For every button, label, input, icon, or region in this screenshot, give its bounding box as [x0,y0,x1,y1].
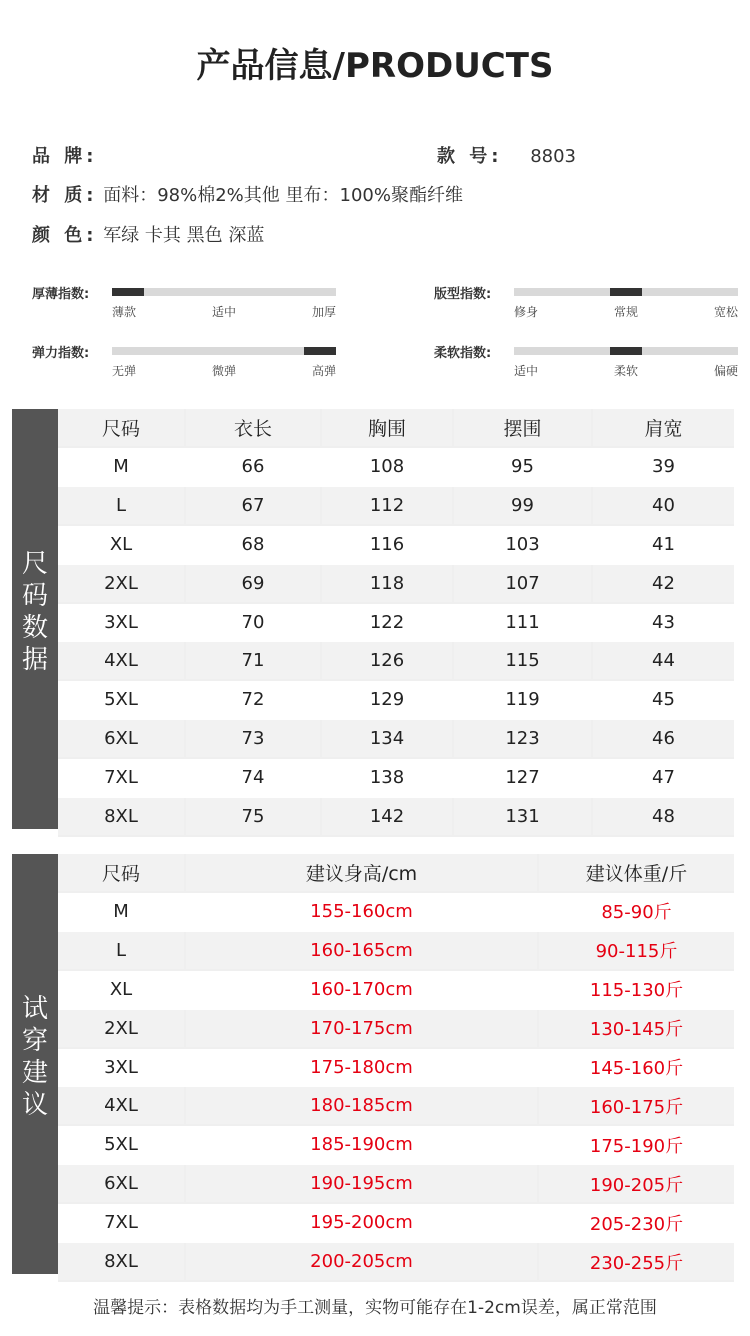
table-cell: 4XL [58,1087,184,1124]
table-cell: 111 [454,604,591,641]
table-cell: 160-165cm [186,932,537,969]
index-bar [514,288,738,296]
table-cell: 142 [322,798,452,835]
table-cell: 72 [186,681,320,718]
table-cell: 205-230斤 [539,1204,734,1241]
table-cell: 112 [322,487,452,524]
table-row [58,971,734,1010]
table-cell: 175-190斤 [539,1126,734,1163]
table-header-cell: 尺码 [58,409,184,446]
table-cell: XL [58,971,184,1008]
table-cell: 48 [593,798,734,835]
table-cell: 6XL [58,1165,184,1202]
index-tick: 偏硬 [713,364,738,378]
table-cell: 145-160斤 [539,1049,734,1086]
table-cell: M [58,893,184,930]
size-side-char: 码 [21,581,48,611]
color-row [32,221,264,247]
table-cell: 127 [454,759,591,796]
table-cell: 190-195cm [186,1165,537,1202]
index-tick: 适中 [514,364,539,378]
index-tick: 宽松 [713,305,738,319]
index-tick: 薄款 [112,305,137,319]
index-bar [112,347,336,355]
model-label: 款 号: [437,146,503,167]
table-cell: 2XL [58,1010,184,1047]
table-cell: 2XL [58,565,184,602]
table-row [58,1204,734,1243]
table-row [58,759,734,798]
table-cell: 131 [454,798,591,835]
table-cell: 47 [593,759,734,796]
material-row [32,181,463,207]
index-name: 弹力指数: [32,346,90,361]
table-cell: 180-185cm [186,1087,537,1124]
table-row [58,1126,734,1165]
table-row [58,1010,734,1049]
table-cell: 160-170cm [186,971,537,1008]
fit-table-sidebar [12,854,58,1274]
table-cell: 230-255斤 [539,1243,734,1280]
table-cell: 3XL [58,1049,184,1086]
table-cell: 190-205斤 [539,1165,734,1202]
table-cell: 5XL [58,1126,184,1163]
table-cell: 118 [322,565,452,602]
index-tick: 常规 [613,305,639,319]
table-cell: 43 [593,604,734,641]
index-tick: 加厚 [311,305,336,319]
table-cell: 160-175斤 [539,1087,734,1124]
table-cell: 3XL [58,604,184,641]
table-cell: 103 [454,526,591,563]
tip-text: 温馨提示：表格数据均为手工测量，实物可能存在1-2cm误差，属正常范围 [93,1298,657,1318]
color-label: 颜 色: [32,225,98,246]
table-cell: 200-205cm [186,1243,537,1280]
table-cell: 107 [454,565,591,602]
table-cell: 39 [593,448,734,485]
table-row [58,798,734,837]
table-cell: 85-90斤 [539,893,734,930]
table-header-cell: 胸围 [322,409,452,446]
table-cell: 45 [593,681,734,718]
table-header-row [58,409,734,448]
table-cell: 115 [454,642,591,679]
table-row [58,1049,734,1088]
table-cell: 99 [454,487,591,524]
index-marker [610,288,642,296]
size-table-sidebar [12,409,58,829]
table-row [58,893,734,932]
model-value: 8803 [530,146,577,167]
index-ticks [514,362,738,378]
size-side-char: 尺 [21,549,48,579]
table-cell: L [58,932,184,969]
table-cell: M [58,448,184,485]
table-cell: 129 [322,681,452,718]
table-cell: 4XL [58,642,184,679]
table-cell: 119 [454,681,591,718]
index-marker [304,347,336,355]
table-cell: 74 [186,759,320,796]
table-header-cell: 尺码 [58,854,184,891]
table-row [58,932,734,971]
model-row [437,142,576,168]
table-cell: 68 [186,526,320,563]
table-cell: 122 [322,604,452,641]
brand-row [32,142,97,168]
table-cell: 69 [186,565,320,602]
table-cell: 71 [186,642,320,679]
table-row [58,681,734,720]
table-row [58,642,734,681]
table-header-cell: 衣长 [186,409,320,446]
index-ticks [112,303,336,319]
table-row [58,448,734,487]
index-tick: 柔软 [613,364,639,378]
index-bar [514,347,738,355]
index-name: 厚薄指数: [32,287,90,302]
index-tick: 微弹 [211,364,237,378]
table-cell: 115-130斤 [539,971,734,1008]
table-cell: 8XL [58,1243,184,1280]
table-cell: 170-175cm [186,1010,537,1047]
table-row [58,604,734,643]
table-cell: 7XL [58,759,184,796]
table-row [58,1087,734,1126]
table-cell: 123 [454,720,591,757]
table-header-cell: 摆围 [454,409,591,446]
brand-label: 品 牌: [32,146,98,167]
table-cell: 175-180cm [186,1049,537,1086]
table-cell: 70 [186,604,320,641]
fit-side-char: 穿 [21,1026,48,1056]
table-row [58,720,734,759]
table-header-cell: 建议身高/cm [186,854,537,891]
index-name: 柔软指数: [434,346,492,361]
table-cell: XL [58,526,184,563]
table-cell: 7XL [58,1204,184,1241]
size-side-char: 据 [21,645,48,675]
index-ticks [112,362,336,378]
table-header-cell: 肩宽 [593,409,734,446]
fit-side-char: 建 [21,1058,48,1088]
index-marker [610,347,642,355]
table-cell: 42 [593,565,734,602]
table-header-row [58,854,734,893]
table-cell: 66 [186,448,320,485]
table-cell: 185-190cm [186,1126,537,1163]
table-cell: 195-200cm [186,1204,537,1241]
table-cell: 46 [593,720,734,757]
index-tick: 无弹 [112,364,137,378]
table-cell: 155-160cm [186,893,537,930]
table-cell: 134 [322,720,452,757]
table-cell: 138 [322,759,452,796]
index-tick: 高弹 [311,364,336,378]
page-title: 产品信息/PRODUCTS [196,46,554,86]
material-label: 材 质: [32,185,98,206]
table-cell: 95 [454,448,591,485]
index-tick: 修身 [514,305,539,319]
table-cell: 5XL [58,681,184,718]
table-cell: 6XL [58,720,184,757]
table-row [58,1165,734,1204]
table-cell: 126 [322,642,452,679]
table-cell: 73 [186,720,320,757]
index-marker [112,288,144,296]
table-cell: 108 [322,448,452,485]
index-bar [112,288,336,296]
index-ticks [514,303,738,319]
table-cell: 44 [593,642,734,679]
size-side-char: 数 [21,613,48,643]
table-cell: 130-145斤 [539,1010,734,1047]
table-row [58,487,734,526]
table-header-cell: 建议体重/斤 [539,854,734,891]
table-cell: 8XL [58,798,184,835]
material-value: 面料：98%棉2%其他 里布：100%聚酯纤维 [103,185,463,206]
fit-side-char: 议 [21,1090,48,1120]
table-cell: 41 [593,526,734,563]
fit-side-char: 试 [21,994,48,1024]
color-value: 军绿 卡其 黑色 深蓝 [103,225,265,246]
table-cell: 75 [186,798,320,835]
table-cell: 40 [593,487,734,524]
table-cell: 67 [186,487,320,524]
table-cell: 90-115斤 [539,932,734,969]
index-tick: 适中 [211,305,237,319]
table-cell: 116 [322,526,452,563]
table-row [58,526,734,565]
table-row [58,1243,734,1282]
table-cell: L [58,487,184,524]
table-row [58,565,734,604]
index-name: 版型指数: [434,287,492,302]
